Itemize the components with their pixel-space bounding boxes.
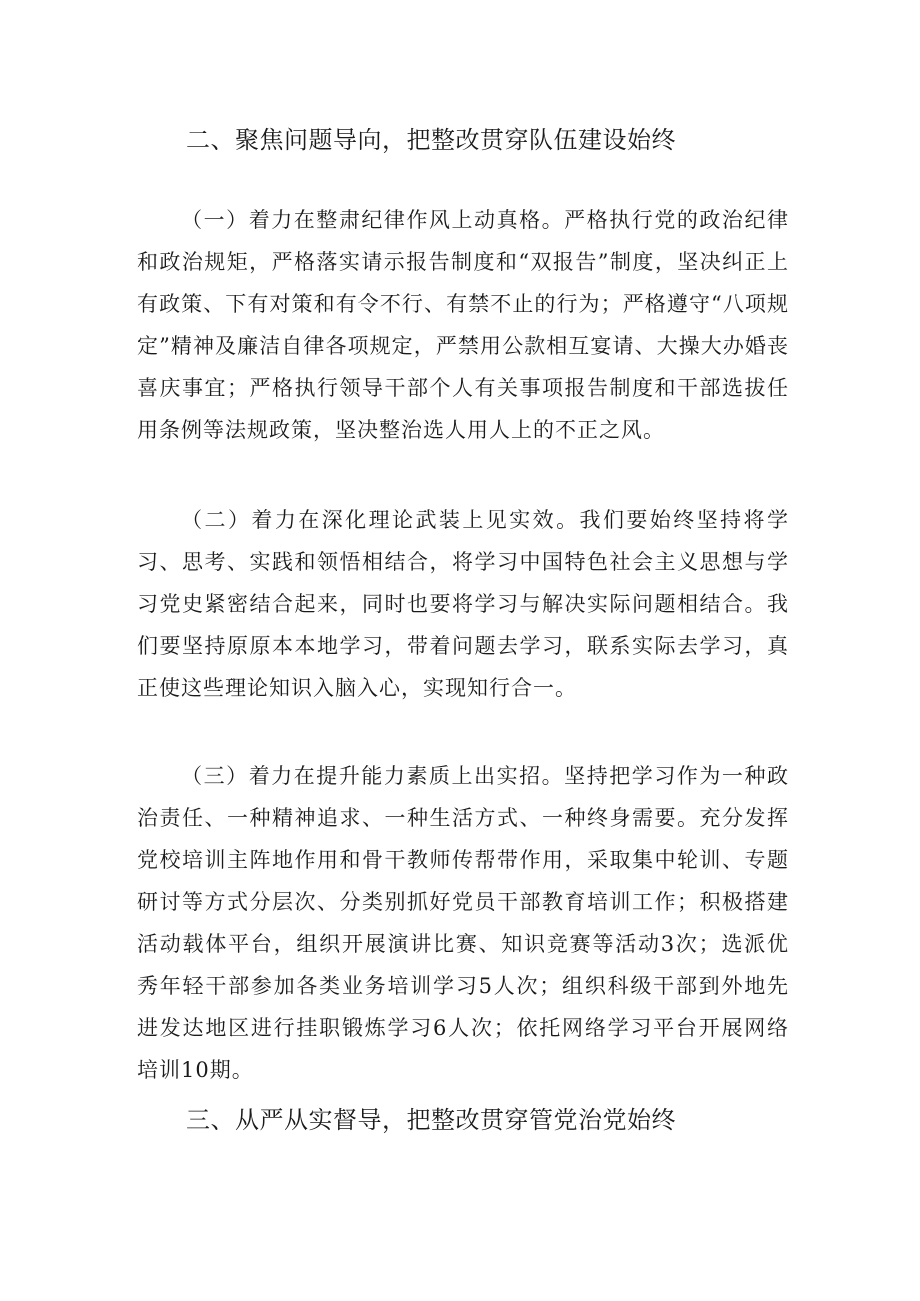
paragraph-ability: （三）着力在提升能力素质上出实招。坚持把学习作为一种政治责任、一种精神追求、一种生活方式、一种终身需要。充分发挥党校培训主阵地作用和骨干教师传帮带作用，采取集中轮训、专题研讨等方式分层次、分类别抓好党员干部教育培训工作；积极搭建活动载体平台，组织开展演讲比赛、知识竞赛等活动3次；选派优秀年轻干部参加各类业务培训学习5人次；组织科级干部到外地先进发达地区进行挂职锻炼学习6人次；依托网络学习平台开展网络培训10期。 [137,764,789,1082]
paragraph-discipline: （一）着力在整肃纪律作风上动真格。严格执行党的政治纪律和政治规矩，严格落实请示报告制度和“双报告”制度，坚决纠正上有政策、下有对策和有令不行、有禁不止的行为；严格遵守“八项规定”精神及廉洁自律各项规定，严禁用公款相互宴请、大操大办婚丧喜庆事宜；严格执行领导干部个人有关事项报告制度和干部选拔任用条例等法规政策，坚决整治选人用人上的不正之风。 [137,208,789,442]
section-heading-2: 二、聚焦问题导向，把整改贯穿队伍建设始终 [186,126,676,154]
paragraph-theory: （二）着力在深化理论武装上见实效。我们要始终坚持将学习、思考、实践和领悟相结合，将学习中国特色社会主义思想与学习党史紧密结合起来，同时也要将学习与解决实际问题相结合。我们要坚持原原本本地学习，带着问题去学习，联系实际去学习，真正使这些理论知识入脑入心，实现知行合一。 [137,508,789,700]
section-heading-3: 三、从严从实督导，把整改贯穿管党治党始终 [186,1106,676,1134]
